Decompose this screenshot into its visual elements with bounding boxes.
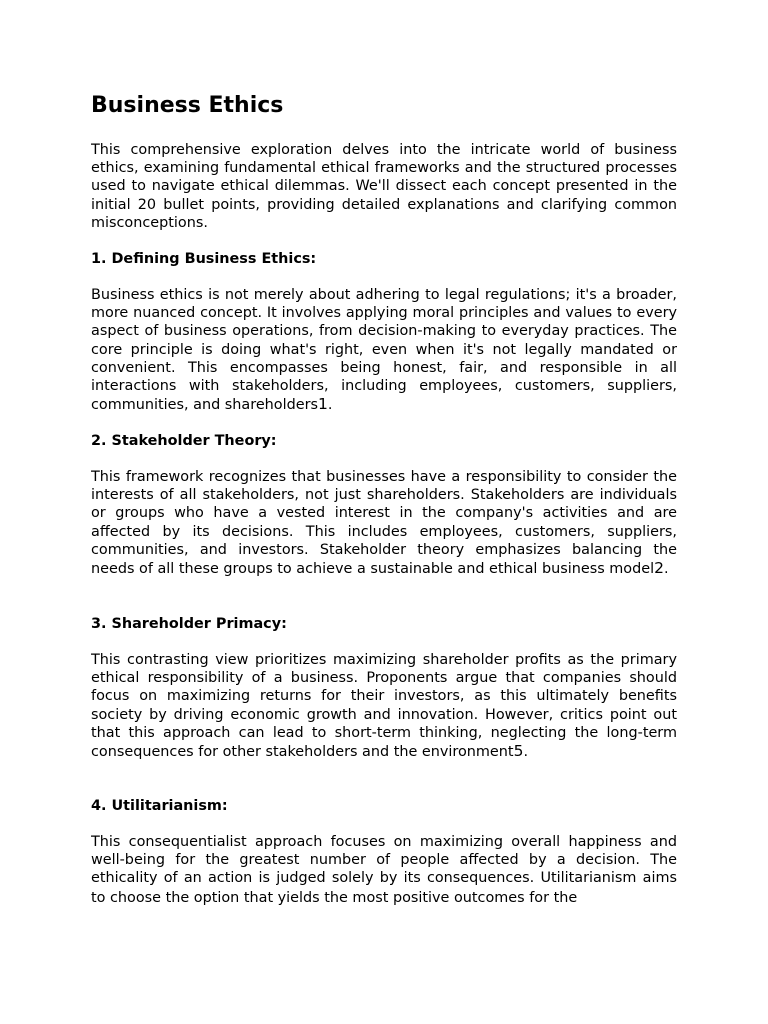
section-heading-stakeholder-theory: 2. Stakeholder Theory:: [91, 433, 277, 449]
citation-reference: 2: [654, 559, 664, 578]
section-heading-utilitarianism: 4. Utilitarianism:: [91, 798, 228, 814]
section-body-defining-business-ethics: [91, 286, 677, 414]
section-body-text: Business ethics is not merely about adhering to legal regulations; it's a broader, more nuanced concept. It involves applying moral principles and values to every aspect of business operations, from decision-making to everyday practices. The core principle is doing what's right, even when it's not legally mandated or convenient. This encompasses being honest, fair, and responsible in all interactions with stakeholders, including employees, customers, suppliers, communities, and shareholders: [91, 287, 677, 414]
sentence-end: .: [523, 744, 529, 761]
section-body-stakeholder-theory: [91, 468, 677, 578]
section-body-text: This contrasting view prioritizes maximizing shareholder profits as the primary ethical responsibility of a business. Proponents argue that companies should focus on maximizing returns for their investors, as this ultimately benefits society by driving economic growth and innovation. However, critics point out that this approach can lead to short-term thinking, neglecting the long-term consequences for other stakeholders and the environment: [91, 652, 677, 761]
citation-reference: 5: [513, 742, 524, 761]
document-title: Business Ethics: [91, 93, 284, 118]
document-page: [91, 0, 677, 1024]
section-body-text: This framework recognizes that businesses have a responsibility to consider the interests of all stakeholders, not just shareholders. Stakeholders are individuals or groups who have a vested interest in the company's activities and are affected by its decisions. This includes employees, customers, suppliers, communities, and investors. Stakeholder theory emphasizes balancing the needs of all these groups to achieve a sustainable and ethical business model: [91, 469, 677, 578]
section-heading-defining-business-ethics: 1. Defining Business Ethics:: [91, 251, 317, 267]
sentence-end: .: [327, 397, 333, 414]
citation-reference: 1: [318, 395, 328, 414]
section-body-shareholder-primacy: [91, 651, 677, 761]
intro-paragraph: This comprehensive exploration delves into the intricate world of business ethics, examining fundamental ethical frameworks and the structured processes used to navigate ethical dilemmas. We'll dissect each concept presented in the initial 20 bullet points, providing detailed explanations and clarifying common misconceptions.: [91, 142, 677, 231]
section-heading-shareholder-primacy: 3. Shareholder Primacy:: [91, 616, 287, 632]
section-body-text: This consequentialist approach focuses on maximizing overall happiness and well-being for the greatest number of people affected by a decision. The ethicality of an action is judged solely by its consequences. Utilitarianism aims to choose the option that yields the most positive outcomes for the: [91, 834, 677, 906]
section-body-utilitarianism: [91, 833, 677, 907]
sentence-end: .: [663, 561, 669, 578]
